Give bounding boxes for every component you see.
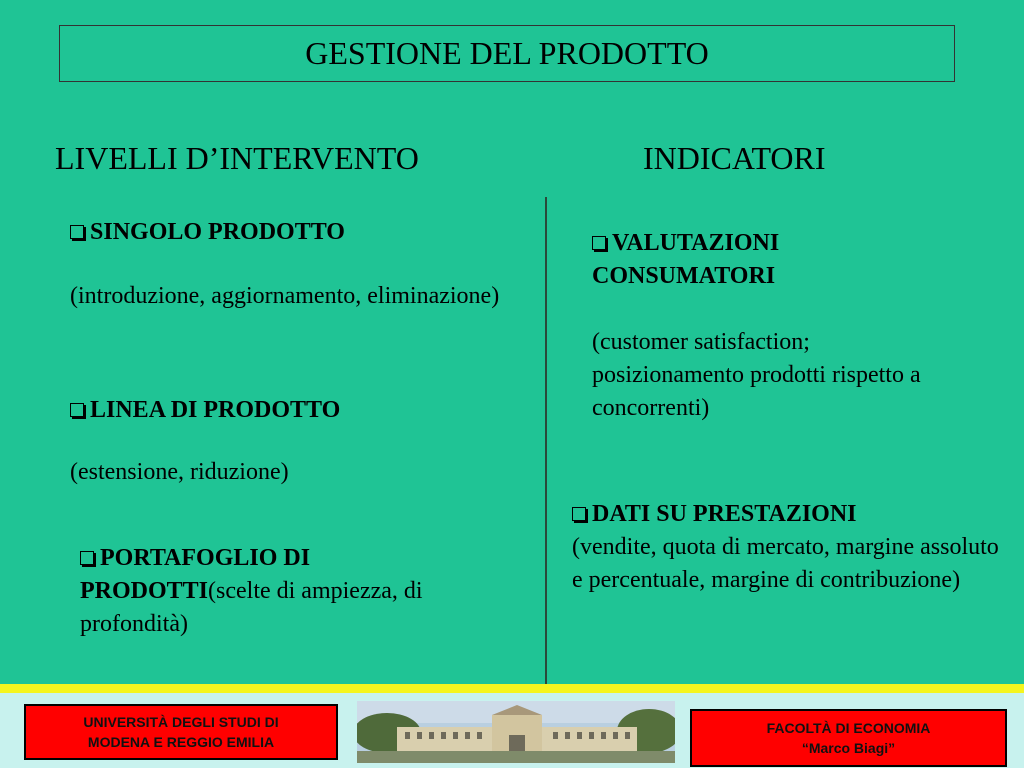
singolo-prodotto-description: (introduzione, aggiornamento, eliminazione) (70, 283, 500, 309)
checkbox-bullet-icon (70, 225, 84, 239)
linea-prodotto-item (70, 394, 510, 427)
portafoglio-prodotti-description: (scelte di ampiezza, di profondità) (80, 578, 423, 637)
valutazioni-consumatori-heading: VALUTAZIONI CONSUMATORI (592, 230, 780, 289)
university-line-2: MODENA E REGGIO EMILIA (87, 734, 275, 750)
faculty-line-2: “Marco Biagi” (801, 740, 896, 756)
portafoglio-prodotti-item (80, 542, 425, 641)
faculty-label (690, 709, 1007, 767)
slide-title (59, 25, 955, 82)
checkbox-bullet-icon (80, 551, 94, 565)
column-divider (545, 197, 547, 687)
portafoglio-prodotti-heading: PORTAFOGLIO DI PRODOTTI (80, 545, 311, 604)
singolo-prodotto-heading: SINGOLO PRODOTTO (90, 219, 345, 245)
checkbox-bullet-icon (70, 403, 84, 417)
faculty-line-1: FACOLTÀ DI ECONOMIA (766, 720, 931, 736)
checkbox-bullet-icon (572, 507, 586, 521)
footer-stripe (0, 684, 1024, 693)
right-column-heading: INDICATORI (643, 140, 826, 176)
checkbox-bullet-icon (592, 236, 606, 250)
university-label (24, 704, 338, 760)
dati-prestazioni-description: (vendite, quota di mercato, margine assoluto e percentuale, margine di contribuzione) (572, 534, 999, 593)
linea-prodotto-description: (estensione, riduzione) (70, 459, 289, 485)
dati-prestazioni-heading: DATI SU PRESTAZIONI (592, 501, 857, 527)
dati-prestazioni-item (572, 498, 1012, 597)
linea-prodotto-heading: LINEA DI PRODOTTO (90, 397, 341, 423)
left-column-heading: LIVELLI D’INTERVENTO (55, 140, 419, 176)
slide-title-text: GESTIONE DEL PRODOTTO (305, 35, 709, 71)
university-line-1: UNIVERSITÀ DEGLI STUDI DI (83, 714, 279, 730)
singolo-prodotto-item (70, 216, 510, 249)
valutazioni-consumatori-item (592, 227, 892, 293)
university-building-photo (357, 701, 675, 763)
valutazioni-consumatori-description: (customer satisfaction; posizionamento prodotti rispetto a concorrenti) (592, 329, 921, 421)
